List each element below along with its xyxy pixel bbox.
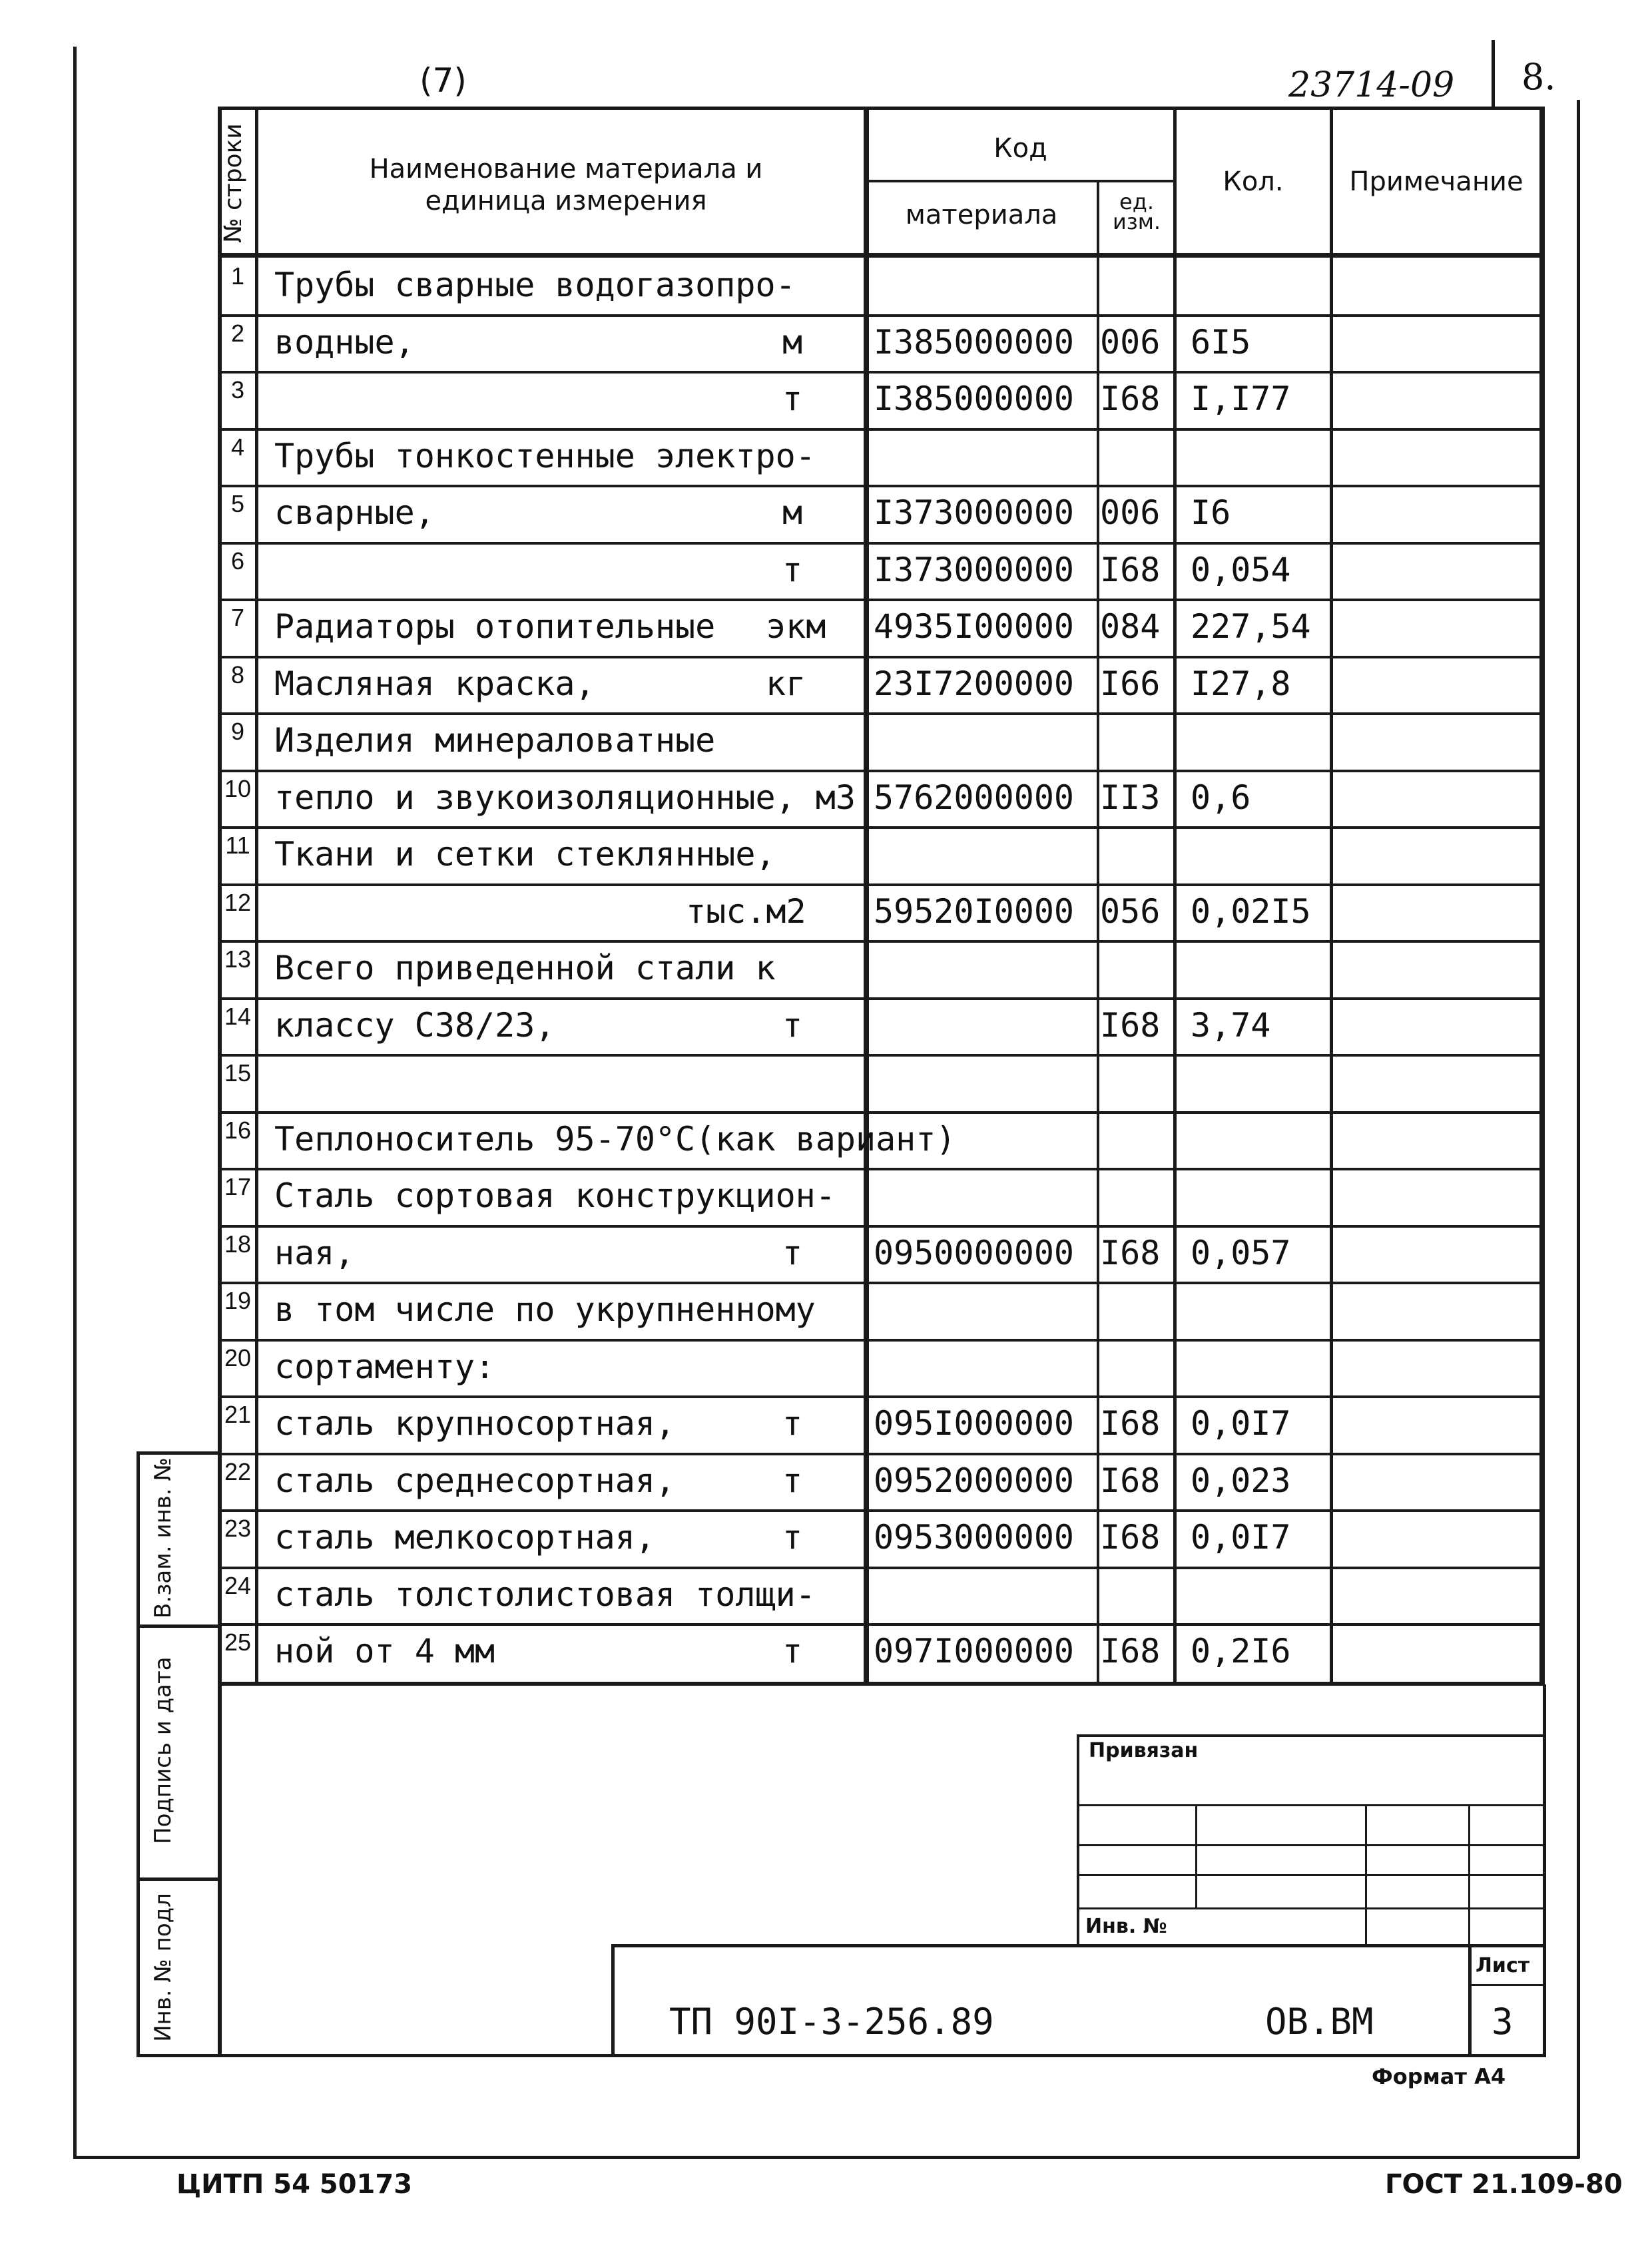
row-quantity: 0,054: [1191, 551, 1291, 589]
row-number: 9: [230, 718, 245, 745]
row-unit-code: 006: [1100, 323, 1161, 362]
row-line: [218, 826, 1543, 829]
col-line-5: [1330, 107, 1333, 1684]
row-name: Ткани и сетки стеклянные,: [274, 835, 776, 873]
row-unit: т: [782, 1234, 803, 1272]
tb-bound-left: [1077, 1734, 1079, 1947]
row-line: [218, 1054, 1543, 1057]
row-material-code: 4935I00000: [874, 607, 1075, 646]
row-line: [218, 599, 1543, 601]
row-quantity: 0,0I7: [1191, 1518, 1291, 1557]
header-bottom-line: [218, 253, 1543, 258]
row-quantity: 0,023: [1191, 1461, 1291, 1500]
row-unit: м: [782, 493, 803, 532]
row-name: тепло и звукоизоляционные, м3: [274, 778, 856, 817]
tb-main-top: [611, 1944, 1545, 1947]
tb-document-mark: ОВ.ВМ: [1265, 2001, 1374, 2043]
header-code-material: материала: [905, 200, 1058, 230]
row-name: Теплоноситель 95-70°С(как вариант): [274, 1120, 956, 1158]
row-unit-code: I68: [1100, 1006, 1161, 1045]
tb-grid-v1: [1195, 1804, 1197, 1907]
row-number: 18: [224, 1230, 252, 1258]
tb-right-line: [1543, 1684, 1546, 2057]
row-name: Масляная краска,: [274, 664, 595, 703]
row-number: 17: [224, 1173, 252, 1200]
row-unit-code: 084: [1100, 607, 1161, 646]
row-material-code: I373000000: [874, 551, 1075, 589]
row-name: Трубы сварные водогазопро-: [274, 266, 796, 304]
row-line: [218, 997, 1543, 1000]
row-unit: м: [782, 323, 803, 362]
row-material-code: I385000000: [874, 379, 1075, 418]
row-name: сталь мелкосортная,: [274, 1518, 655, 1557]
row-line: [218, 1395, 1543, 1398]
row-unit-code: 006: [1100, 493, 1161, 532]
tb-grid-v3: [1468, 1804, 1470, 1947]
row-name: Изделия минераловатные: [274, 721, 716, 760]
row-number: 20: [224, 1344, 252, 1371]
row-name: в том числе по укрупненному: [274, 1290, 816, 1329]
row-unit-code: II3: [1100, 778, 1161, 817]
tb-bound-label: Привязан: [1089, 1739, 1199, 1762]
row-line: [218, 314, 1543, 317]
row-quantity: 6I5: [1191, 323, 1251, 362]
stamp-hline-bottom: [137, 2054, 1545, 2057]
row-number: 2: [230, 320, 245, 347]
row-number: 7: [230, 604, 245, 631]
row-number: 15: [224, 1059, 252, 1087]
tb-grid-h2: [1077, 1844, 1545, 1846]
sheet-number-top: (7): [419, 61, 467, 100]
tb-sheet-left: [1468, 1944, 1472, 2057]
tb-grid-h4: [1077, 1907, 1545, 1909]
row-line: [218, 1567, 1543, 1569]
row-line: [218, 1509, 1543, 1512]
stamp-vline-left: [137, 1451, 140, 2057]
row-quantity: 0,6: [1191, 778, 1251, 817]
row-unit-code: I68: [1100, 379, 1161, 418]
format-label: Формат А4: [1372, 2064, 1506, 2089]
row-quantity: 0,02I5: [1191, 892, 1311, 931]
row-line: [218, 883, 1543, 886]
row-line: [218, 712, 1543, 715]
row-name: водные,: [274, 323, 415, 362]
col-line-6: [1539, 107, 1545, 1684]
header-code: Код: [993, 133, 1047, 164]
row-quantity: 227,54: [1191, 607, 1311, 646]
row-unit: тыс.м2: [686, 892, 806, 931]
row-line: [218, 485, 1543, 487]
row-number: 23: [224, 1515, 252, 1542]
tb-grid-h1: [1077, 1804, 1545, 1806]
header-row-number: № строки: [220, 123, 247, 243]
row-line: [218, 1623, 1543, 1626]
row-material-code: 23I7200000: [874, 664, 1075, 703]
row-unit: т: [782, 1006, 803, 1045]
row-unit: т: [782, 1461, 803, 1500]
row-unit: кг: [766, 664, 806, 703]
header-top-line: [218, 107, 1543, 110]
row-number: 6: [230, 547, 245, 575]
row-line: [218, 656, 1543, 658]
row-quantity: 3,74: [1191, 1006, 1271, 1045]
row-number: 3: [230, 376, 245, 403]
row-name: Радиаторы отопительные: [274, 607, 716, 646]
row-material-code: 59520I0000: [874, 892, 1075, 931]
row-material-code: I373000000: [874, 493, 1075, 532]
tb-sheet-divider: [1468, 1984, 1545, 1986]
row-unit-code: I66: [1100, 664, 1161, 703]
row-number: 24: [224, 1572, 252, 1599]
row-name: Трубы тонкостенные электро-: [274, 437, 816, 475]
row-line: [218, 1282, 1543, 1284]
row-material-code: 0953000000: [874, 1518, 1075, 1557]
row-name: сортаменту:: [274, 1348, 495, 1386]
tb-grid-h3: [1077, 1874, 1545, 1876]
row-number: 11: [225, 832, 250, 859]
row-unit: экм: [766, 607, 826, 646]
row-material-code: 095I000000: [874, 1404, 1075, 1443]
doc-number-handwritten: 23714-09: [1288, 65, 1455, 105]
row-number: 8: [230, 661, 245, 688]
row-material-code: I385000000: [874, 323, 1075, 362]
col-line-1: [255, 107, 258, 1684]
row-unit-code: 056: [1100, 892, 1161, 931]
row-unit: т: [782, 1632, 803, 1670]
row-line: [218, 428, 1543, 431]
tb-main-left: [611, 1944, 615, 2057]
row-number: 25: [224, 1628, 252, 1656]
row-line: [218, 1225, 1543, 1228]
row-number: 19: [224, 1287, 252, 1314]
row-unit-code: I68: [1100, 1461, 1161, 1500]
row-line: [218, 940, 1543, 943]
header-code-unit: ед. изм.: [1112, 189, 1161, 234]
row-unit: т: [782, 379, 803, 418]
code-sub-line: [866, 180, 1175, 182]
row-line: [218, 542, 1543, 545]
footer-gost: ГОСТ 21.109-80: [1385, 2169, 1623, 2200]
row-number: 14: [224, 1003, 252, 1030]
col-line-4: [1173, 107, 1177, 1684]
footer-left-code: ЦИТП 54 50173: [176, 2169, 413, 2200]
row-name: сталь среднесортная,: [274, 1461, 676, 1500]
row-unit: т: [782, 551, 803, 589]
tb-document-code: ТП 90I-3-256.89: [669, 2001, 994, 2043]
row-quantity: 0,2I6: [1191, 1632, 1291, 1670]
row-name: ной от 4 мм: [274, 1632, 495, 1670]
row-line: [218, 1111, 1543, 1114]
tb-sheet-value: 3: [1492, 2001, 1514, 2043]
col-line-2: [864, 107, 869, 1684]
row-number: 16: [224, 1117, 252, 1144]
frame-bottom: [73, 2156, 1579, 2159]
row-number: 22: [224, 1458, 252, 1485]
row-number: 13: [224, 945, 252, 973]
row-unit: т: [782, 1518, 803, 1557]
row-name: классу С38/23,: [274, 1006, 555, 1045]
row-name: Сталь сортовая конструкцион-: [274, 1176, 836, 1215]
row-name: ная,: [274, 1234, 355, 1272]
row-unit-code: I68: [1100, 1234, 1161, 1272]
row-material-code: 0950000000: [874, 1234, 1075, 1272]
row-number: 5: [230, 490, 245, 517]
tb-bound-top: [1077, 1734, 1545, 1737]
frame-top-right-tick: [1492, 40, 1495, 107]
row-unit-code: I68: [1100, 551, 1161, 589]
row-quantity: 0,057: [1191, 1234, 1291, 1272]
col-line-3: [1097, 180, 1099, 1684]
row-line: [218, 1168, 1543, 1170]
row-line: [218, 1339, 1543, 1342]
tb-sheet-label: Лист: [1476, 1954, 1530, 1977]
row-name: сталь толстолистовая толщи-: [274, 1575, 816, 1614]
row-quantity: I6: [1191, 493, 1231, 532]
row-line: [218, 1453, 1543, 1455]
row-number: 1: [230, 262, 245, 290]
stamp-inv-original: Инв. № подл: [150, 1893, 176, 2042]
row-unit-code: I68: [1100, 1518, 1161, 1557]
tb-grid-v2: [1365, 1804, 1367, 1947]
row-name: сталь крупносортная,: [274, 1404, 676, 1443]
stamp-signature-date: Подпись и дата: [150, 1656, 176, 1844]
header-note: Примечание: [1349, 166, 1523, 197]
row-name: Всего приведенной стали к: [274, 949, 776, 987]
row-number: 10: [224, 775, 252, 802]
row-quantity: I27,8: [1191, 664, 1291, 703]
table-bottom-line: [218, 1682, 1545, 1686]
row-material-code: 097I000000: [874, 1632, 1075, 1670]
row-number: 21: [224, 1401, 252, 1428]
tb-inv-number-label: Инв. №: [1085, 1915, 1167, 1938]
row-material-code: 0952000000: [874, 1461, 1075, 1500]
row-name: сварные,: [274, 493, 435, 532]
row-line: [218, 371, 1543, 374]
row-line: [218, 770, 1543, 772]
row-material-code: 5762000000: [874, 778, 1075, 817]
row-quantity: 0,0I7: [1191, 1404, 1291, 1443]
row-unit-code: I68: [1100, 1404, 1161, 1443]
header-quantity: Кол.: [1223, 166, 1284, 197]
page-number: 8.: [1521, 56, 1556, 98]
row-unit-code: I68: [1100, 1632, 1161, 1670]
row-number: 4: [230, 433, 245, 461]
header-name: Наименование материала и единица измерения: [369, 154, 763, 216]
row-number: 12: [224, 889, 252, 916]
stamp-hline-1: [137, 1624, 220, 1628]
stamp-inv-replace: В.зам. инв. №: [150, 1457, 176, 1618]
frame-right: [1577, 100, 1580, 2158]
row-quantity: I,I77: [1191, 379, 1291, 418]
row-unit: т: [782, 1404, 803, 1443]
frame-left: [73, 47, 77, 2157]
